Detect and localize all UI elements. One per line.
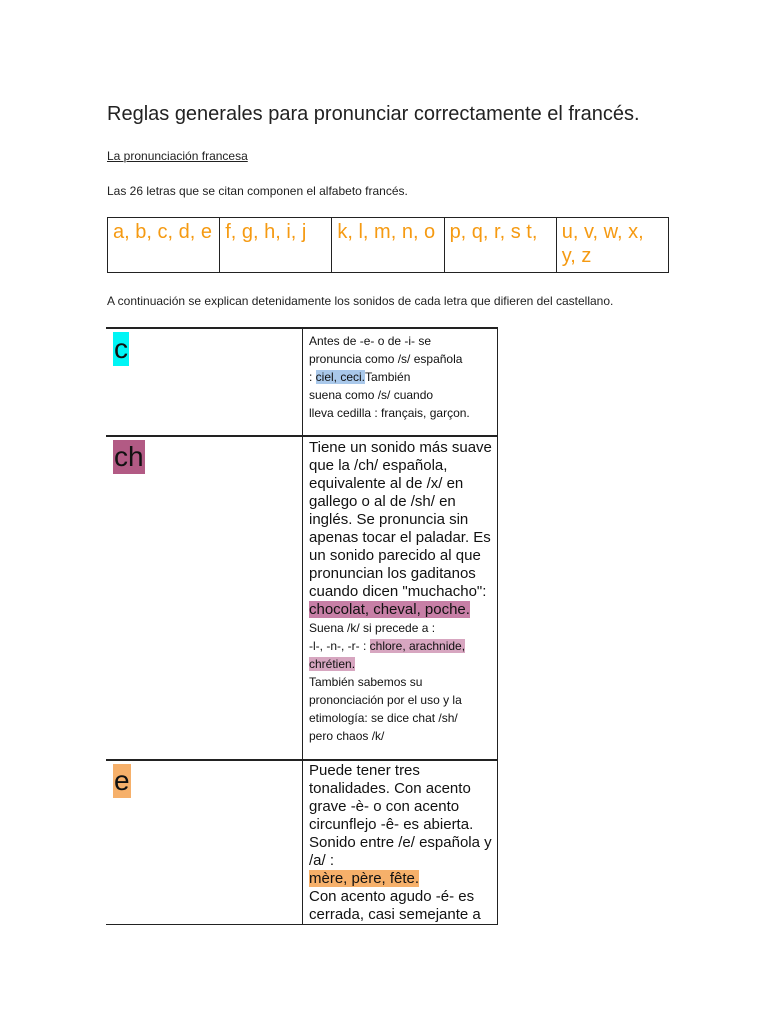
- pronunciation-rules-table: [106, 327, 498, 925]
- example-highlight: chocolat, cheval, poche.: [309, 601, 470, 618]
- intro-text: Las 26 letras que se citan componen el alfabeto francés.: [107, 184, 408, 198]
- rule-row-e: [106, 760, 498, 925]
- description-cell: [303, 328, 498, 436]
- letter-cell: [106, 436, 303, 760]
- rule-text: pronuncia como /s/ española: [309, 352, 463, 366]
- example-highlight: chrétien.: [309, 657, 356, 671]
- rule-text: Suena /k/ si precede a :: [309, 621, 436, 635]
- rule-text: Tiene un sonido más suave que la /ch/ española, equivalente al de /x/ en gallego o al de /sh/ en inglés. Se pronuncia sin apenas tocar el paladar. Es un sonido parecido al que pronuncian los gaditanos cuando dicen "muchacho":: [309, 439, 492, 600]
- letter-label: e: [114, 765, 130, 796]
- rule-text: Puede tener tres tonalidades. Con acento grave -è- o con acento circunflejo -ê- es abierta. Sonido entre /e/ española y /a/ :: [309, 762, 492, 869]
- letter-cell: [106, 760, 303, 925]
- rule-text: -l-, -n-, -r- :: [309, 639, 370, 653]
- rule-text: Antes de -e- o de -i- se: [309, 334, 432, 348]
- description-cell: [303, 436, 498, 760]
- letter-cell: [106, 328, 303, 436]
- description-cell: [303, 760, 498, 925]
- rule-row-ch: [106, 436, 498, 760]
- rule-text: También sabemos su prononciación por el uso y la etimología: se dice chat /sh/ pero chaos /k/: [309, 675, 462, 743]
- alphabet-cell: u, v, w, x, y, z: [556, 218, 668, 273]
- rule-text: lleva cedilla : français, garçon.: [309, 406, 470, 420]
- alphabet-cell: p, q, r, s t,: [444, 218, 556, 273]
- page-title: Reglas generales para pronunciar correctamente el francés.: [107, 103, 640, 125]
- section-subtitle: La pronunciación francesa: [107, 149, 248, 163]
- letter-label: c: [114, 333, 128, 364]
- letter-label: ch: [114, 441, 144, 472]
- rule-text: suena como /s/ cuando: [309, 388, 434, 402]
- rule-text: También: [365, 370, 411, 384]
- rule-text: Con acento agudo -é- es cerrada, casi semejante a: [309, 888, 481, 923]
- rule-text: :: [309, 370, 316, 384]
- alphabet-cell: f, g, h, i, j: [220, 218, 332, 273]
- alphabet-cell: a, b, c, d, e: [108, 218, 220, 273]
- rule-row-c: [106, 328, 498, 436]
- alphabet-table: [107, 217, 669, 273]
- intro-text-2: A continuación se explican detenidamente los sonidos de cada letra que difieren del castellano.: [107, 294, 614, 308]
- example-highlight: mère, père, fête.: [309, 870, 420, 887]
- alphabet-cell: k, l, m, n, o: [332, 218, 444, 273]
- example-highlight: ciel, ceci.: [315, 370, 366, 384]
- example-highlight: chlore, arachnide,: [369, 639, 466, 653]
